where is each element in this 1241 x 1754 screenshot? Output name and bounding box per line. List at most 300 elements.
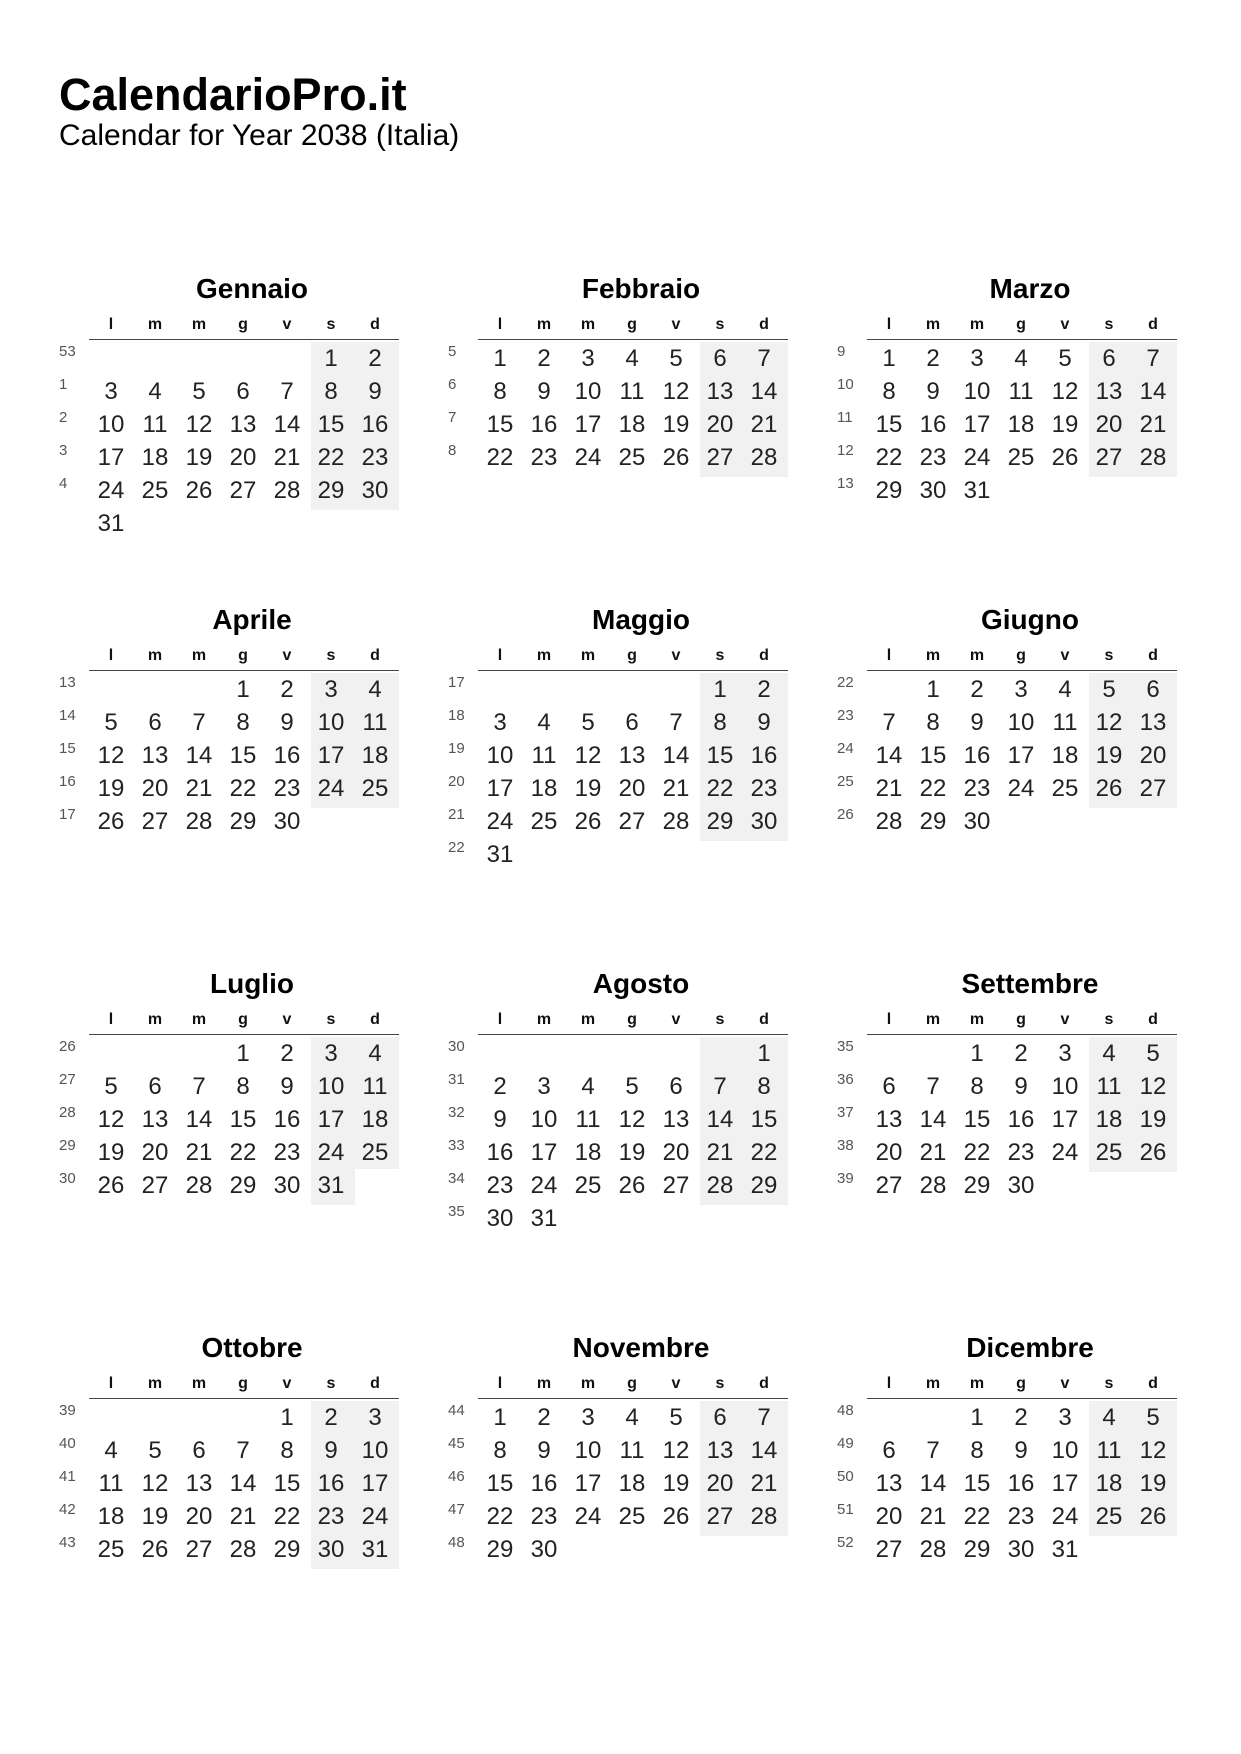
day-cell: 20	[875, 1503, 903, 1530]
day-cell: 20	[706, 411, 734, 438]
day-cell: 25	[1095, 1139, 1123, 1166]
day-cell: 14	[919, 1106, 947, 1133]
day-cell: 13	[185, 1470, 213, 1497]
day-cell: 14	[1139, 378, 1167, 405]
day-cell: 1	[757, 1040, 771, 1067]
day-cell: 9	[280, 1073, 294, 1100]
weekday-label: v	[282, 1011, 292, 1028]
day-cell: 1	[493, 1404, 507, 1431]
day-cell: 8	[324, 378, 338, 405]
day-cell: 23	[486, 1172, 514, 1199]
day-cell: 14	[185, 1106, 213, 1133]
day-cell: 16	[919, 411, 947, 438]
weekday-label: d	[759, 1375, 769, 1392]
day-cell: 22	[486, 444, 514, 471]
week-number: 16	[59, 773, 76, 790]
day-cell: 18	[361, 742, 389, 769]
day-cell: 28	[875, 808, 903, 835]
day-cell: 10	[97, 411, 125, 438]
week-number: 35	[837, 1038, 854, 1055]
day-cell: 10	[574, 378, 602, 405]
day-cell: 13	[618, 742, 646, 769]
month-title: Ottobre	[201, 1332, 303, 1363]
day-cell: 25	[618, 444, 646, 471]
day-cell: 25	[618, 1503, 646, 1530]
day-cell: 20	[875, 1139, 903, 1166]
weekday-label: m	[191, 647, 207, 664]
weekday-label: v	[1060, 1011, 1070, 1028]
weekday-label: l	[108, 1011, 114, 1028]
day-cell: 4	[1014, 345, 1028, 372]
day-cell: 17	[963, 411, 991, 438]
day-cell: 11	[1096, 1437, 1122, 1464]
weekday-label: m	[536, 1375, 552, 1392]
day-cell: 1	[280, 1404, 294, 1431]
day-cell: 18	[141, 444, 169, 471]
day-cell: 11	[1008, 378, 1034, 405]
day-cell: 16	[273, 1106, 301, 1133]
day-cell: 11	[531, 742, 557, 769]
week-number: 12	[837, 442, 854, 459]
day-cell: 1	[970, 1040, 984, 1067]
day-cell: 29	[963, 1536, 991, 1563]
week-number: 41	[59, 1468, 76, 1485]
weekday-label: d	[1148, 1375, 1158, 1392]
day-cell: 19	[662, 1470, 690, 1497]
day-cell: 30	[486, 1205, 514, 1232]
weekday-label: d	[1148, 1011, 1158, 1028]
day-cell: 29	[750, 1172, 778, 1199]
weekday-label: d	[370, 1375, 380, 1392]
day-cell: 9	[926, 378, 940, 405]
day-cell: 9	[537, 1437, 551, 1464]
day-cell: 17	[361, 1470, 389, 1497]
weekday-label: m	[191, 1011, 207, 1028]
weekday-label: v	[282, 647, 292, 664]
day-cell: 19	[574, 775, 602, 802]
week-number: 23	[837, 707, 854, 724]
day-cell: 30	[919, 477, 947, 504]
day-cell: 22	[229, 1139, 257, 1166]
day-cell: 12	[574, 742, 602, 769]
week-number: 4	[59, 475, 68, 492]
day-cell: 2	[926, 345, 940, 372]
day-cell: 23	[1007, 1139, 1035, 1166]
week-number: 50	[837, 1468, 854, 1485]
day-cell: 3	[1058, 1040, 1072, 1067]
day-cell: 11	[142, 411, 168, 438]
day-cell: 2	[324, 1404, 338, 1431]
day-cell: 24	[574, 1503, 602, 1530]
day-cell: 27	[875, 1172, 903, 1199]
day-cell: 30	[361, 477, 389, 504]
day-cell: 28	[919, 1172, 947, 1199]
day-cell: 27	[662, 1172, 690, 1199]
day-cell: 9	[757, 709, 771, 736]
day-cell: 11	[362, 1073, 388, 1100]
day-cell: 10	[963, 378, 991, 405]
month-luglio	[59, 967, 415, 1267]
weekday-label: s	[715, 647, 725, 664]
day-cell: 21	[750, 1470, 778, 1497]
day-cell: 27	[1139, 775, 1167, 802]
day-cell: 10	[486, 742, 514, 769]
week-number: 30	[448, 1038, 465, 1055]
day-cell: 6	[1146, 676, 1160, 703]
day-cell: 26	[185, 477, 213, 504]
day-cell: 13	[1095, 378, 1123, 405]
weekday-label: d	[1148, 316, 1158, 333]
day-cell: 9	[1014, 1073, 1028, 1100]
day-cell: 17	[1007, 742, 1035, 769]
week-number: 30	[59, 1170, 76, 1187]
weekday-header	[867, 1374, 1177, 1399]
day-cell: 24	[1007, 775, 1035, 802]
day-cell: 27	[618, 808, 646, 835]
day-cell: 2	[537, 345, 551, 372]
day-cell: 25	[97, 1536, 125, 1563]
weekday-label: l	[497, 647, 503, 664]
day-cell: 2	[280, 1040, 294, 1067]
day-cell: 25	[1095, 1503, 1123, 1530]
day-cell: 3	[104, 378, 118, 405]
day-cell: 11	[575, 1106, 601, 1133]
day-cell: 13	[141, 1106, 169, 1133]
week-number: 17	[59, 806, 76, 823]
day-cell: 25	[1007, 444, 1035, 471]
day-cell: 15	[875, 411, 903, 438]
day-cell: 11	[619, 1437, 645, 1464]
day-cell: 2	[537, 1404, 551, 1431]
day-cell: 4	[537, 709, 551, 736]
week-number: 35	[448, 1203, 465, 1220]
day-cell: 10	[530, 1106, 558, 1133]
day-cell: 12	[1139, 1437, 1167, 1464]
day-cell: 31	[1051, 1536, 1079, 1563]
day-cell: 20	[618, 775, 646, 802]
day-cell: 6	[236, 378, 250, 405]
day-cell: 1	[236, 1040, 250, 1067]
day-cell: 8	[236, 709, 250, 736]
day-cell: 12	[1139, 1073, 1167, 1100]
day-cell: 28	[229, 1536, 257, 1563]
page-subtitle: Calendar for Year 2038 (Italia)	[59, 119, 460, 152]
weekday-label: g	[1016, 316, 1026, 333]
day-cell: 21	[185, 1139, 213, 1166]
week-number: 25	[837, 773, 854, 790]
day-cell: 27	[229, 477, 257, 504]
day-cell: 7	[192, 1073, 206, 1100]
day-cell: 16	[963, 742, 991, 769]
weekday-label: l	[886, 316, 892, 333]
day-cell: 26	[141, 1536, 169, 1563]
week-number: 38	[837, 1137, 854, 1154]
month-agosto	[448, 967, 804, 1267]
day-cell: 9	[280, 709, 294, 736]
day-cell: 14	[273, 411, 301, 438]
weekday-label: g	[627, 647, 637, 664]
day-cell: 30	[273, 1172, 301, 1199]
day-cell: 23	[919, 444, 947, 471]
day-cell: 13	[229, 411, 257, 438]
day-cell: 8	[713, 709, 727, 736]
day-cell: 14	[185, 742, 213, 769]
day-cell: 24	[1051, 1503, 1079, 1530]
day-cell: 16	[1007, 1106, 1035, 1133]
day-cell: 4	[1058, 676, 1072, 703]
month-dicembre	[837, 1331, 1193, 1631]
day-cell: 17	[317, 1106, 345, 1133]
day-cell: 26	[97, 808, 125, 835]
week-number: 26	[837, 806, 854, 823]
day-cell: 31	[361, 1536, 389, 1563]
day-cell: 20	[1139, 742, 1167, 769]
weekday-label: s	[1104, 1375, 1114, 1392]
day-cell: 12	[1051, 378, 1079, 405]
day-cell: 15	[963, 1470, 991, 1497]
month-gennaio	[59, 272, 415, 572]
month-settembre	[837, 967, 1193, 1267]
day-cell: 11	[1096, 1073, 1122, 1100]
day-cell: 23	[361, 444, 389, 471]
day-cell: 15	[706, 742, 734, 769]
day-cell: 25	[530, 808, 558, 835]
day-cell: 24	[97, 477, 125, 504]
day-cell: 15	[963, 1106, 991, 1133]
day-cell: 15	[486, 1470, 514, 1497]
day-cell: 29	[919, 808, 947, 835]
weekday-label: m	[536, 1011, 552, 1028]
day-cell: 20	[141, 775, 169, 802]
week-number: 44	[448, 1402, 465, 1419]
weekday-label: v	[1060, 316, 1070, 333]
day-cell: 11	[98, 1470, 124, 1497]
day-cell: 29	[229, 808, 257, 835]
day-cell: 23	[530, 1503, 558, 1530]
week-number: 9	[837, 343, 846, 360]
month-febbraio	[448, 272, 804, 572]
day-cell: 4	[148, 378, 162, 405]
day-cell: 12	[97, 742, 125, 769]
day-cell: 26	[97, 1172, 125, 1199]
weekday-header	[478, 646, 788, 671]
weekday-label: m	[147, 647, 163, 664]
day-cell: 18	[1051, 742, 1079, 769]
day-cell: 5	[104, 1073, 118, 1100]
week-number: 53	[59, 343, 76, 360]
day-cell: 1	[970, 1404, 984, 1431]
day-cell: 24	[1051, 1139, 1079, 1166]
week-number: 37	[837, 1104, 854, 1121]
week-number: 47	[448, 1501, 465, 1518]
day-cell: 24	[486, 808, 514, 835]
day-cell: 5	[625, 1073, 639, 1100]
day-cell: 2	[1014, 1404, 1028, 1431]
day-cell: 2	[970, 676, 984, 703]
weekday-header	[478, 1010, 788, 1035]
weekday-label: l	[886, 1011, 892, 1028]
day-cell: 31	[317, 1172, 345, 1199]
day-cell: 6	[148, 1073, 162, 1100]
day-cell: 5	[669, 1404, 683, 1431]
weekday-label: m	[969, 1011, 985, 1028]
weekday-header	[89, 1374, 399, 1399]
day-cell: 12	[1095, 709, 1123, 736]
week-number: 51	[837, 1501, 854, 1518]
week-number: 43	[59, 1534, 76, 1551]
weekday-label: m	[536, 316, 552, 333]
day-cell: 12	[662, 378, 690, 405]
day-cell: 1	[882, 345, 896, 372]
day-cell: 7	[236, 1437, 250, 1464]
weekday-label: d	[370, 316, 380, 333]
day-cell: 30	[750, 808, 778, 835]
weekday-label: g	[627, 1375, 637, 1392]
day-cell: 2	[757, 676, 771, 703]
week-number: 29	[59, 1137, 76, 1154]
day-cell: 27	[185, 1536, 213, 1563]
day-cell: 23	[530, 444, 558, 471]
day-cell: 16	[317, 1470, 345, 1497]
week-number: 26	[59, 1038, 76, 1055]
day-cell: 31	[486, 841, 514, 868]
day-cell: 3	[493, 709, 507, 736]
day-cell: 18	[1095, 1470, 1123, 1497]
weekday-label: m	[147, 1375, 163, 1392]
week-number: 10	[837, 376, 854, 393]
week-number: 8	[448, 442, 457, 459]
week-number: 40	[59, 1435, 76, 1452]
week-number: 45	[448, 1435, 465, 1452]
day-cell: 3	[324, 1040, 338, 1067]
day-cell: 7	[669, 709, 683, 736]
day-cell: 23	[963, 775, 991, 802]
day-cell: 14	[919, 1470, 947, 1497]
month-title: Marzo	[989, 273, 1071, 304]
day-cell: 20	[662, 1139, 690, 1166]
day-cell: 3	[581, 1404, 595, 1431]
day-cell: 18	[1095, 1106, 1123, 1133]
day-cell: 16	[361, 411, 389, 438]
day-cell: 23	[750, 775, 778, 802]
day-cell: 26	[618, 1172, 646, 1199]
day-cell: 11	[1052, 709, 1078, 736]
day-cell: 8	[493, 1437, 507, 1464]
day-cell: 6	[148, 709, 162, 736]
day-cell: 28	[706, 1172, 734, 1199]
month-title: Agosto	[592, 968, 690, 999]
weekday-label: g	[238, 647, 248, 664]
day-cell: 25	[361, 775, 389, 802]
weekday-label: d	[759, 316, 769, 333]
day-cell: 5	[581, 709, 595, 736]
day-cell: 4	[368, 1040, 382, 1067]
day-cell: 12	[618, 1106, 646, 1133]
day-cell: 16	[750, 742, 778, 769]
weekday-label: m	[191, 1375, 207, 1392]
week-number: 20	[448, 773, 465, 790]
day-cell: 12	[185, 411, 213, 438]
weekday-label: m	[191, 316, 207, 333]
weekday-label: m	[580, 1011, 596, 1028]
week-number: 22	[448, 839, 465, 856]
day-cell: 21	[185, 775, 213, 802]
weekday-label: m	[925, 1011, 941, 1028]
day-cell: 6	[713, 345, 727, 372]
day-cell: 19	[97, 1139, 125, 1166]
weekday-header	[89, 315, 399, 340]
weekday-header	[89, 646, 399, 671]
day-cell: 6	[625, 709, 639, 736]
day-cell: 29	[486, 1536, 514, 1563]
day-cell: 3	[1014, 676, 1028, 703]
weekday-label: s	[326, 1011, 336, 1028]
day-cell: 1	[926, 676, 940, 703]
week-number: 21	[448, 806, 465, 823]
day-cell: 22	[706, 775, 734, 802]
day-cell: 19	[618, 1139, 646, 1166]
day-cell: 19	[97, 775, 125, 802]
day-cell: 7	[1146, 345, 1160, 372]
month-title: Novembre	[572, 1332, 710, 1363]
day-cell: 15	[229, 742, 257, 769]
day-cell: 30	[1007, 1172, 1035, 1199]
day-cell: 14	[750, 1437, 778, 1464]
weekday-label: v	[671, 647, 681, 664]
day-cell: 7	[280, 378, 294, 405]
week-number: 24	[837, 740, 854, 757]
week-number: 5	[448, 343, 457, 360]
weekday-label: d	[759, 1011, 769, 1028]
day-cell: 22	[486, 1503, 514, 1530]
weekday-label: l	[497, 1375, 503, 1392]
day-cell: 24	[317, 775, 345, 802]
day-cell: 4	[1102, 1040, 1116, 1067]
day-cell: 2	[280, 676, 294, 703]
weekday-label: v	[1060, 1375, 1070, 1392]
day-cell: 4	[625, 1404, 639, 1431]
weekday-label: m	[580, 1375, 596, 1392]
day-cell: 24	[361, 1503, 389, 1530]
day-cell: 7	[192, 709, 206, 736]
day-cell: 26	[1139, 1503, 1167, 1530]
day-cell: 3	[581, 345, 595, 372]
site-title: CalendarioPro.it	[59, 69, 407, 120]
day-cell: 9	[1014, 1437, 1028, 1464]
week-number: 48	[448, 1534, 465, 1551]
day-cell: 26	[1095, 775, 1123, 802]
weekday-label: m	[969, 647, 985, 664]
day-cell: 16	[530, 411, 558, 438]
weekday-label: s	[1104, 647, 1114, 664]
day-cell: 30	[317, 1536, 345, 1563]
day-cell: 6	[192, 1437, 206, 1464]
day-cell: 15	[919, 742, 947, 769]
month-marzo	[837, 272, 1193, 572]
day-cell: 10	[1007, 709, 1035, 736]
day-cell: 31	[530, 1205, 558, 1232]
week-number: 22	[837, 674, 854, 691]
day-cell: 4	[625, 345, 639, 372]
day-cell: 27	[1095, 444, 1123, 471]
day-cell: 24	[317, 1139, 345, 1166]
month-maggio	[448, 603, 804, 903]
day-cell: 22	[875, 444, 903, 471]
day-cell: 10	[317, 709, 345, 736]
day-cell: 20	[706, 1470, 734, 1497]
weekday-label: d	[759, 647, 769, 664]
month-title: Maggio	[592, 604, 690, 635]
